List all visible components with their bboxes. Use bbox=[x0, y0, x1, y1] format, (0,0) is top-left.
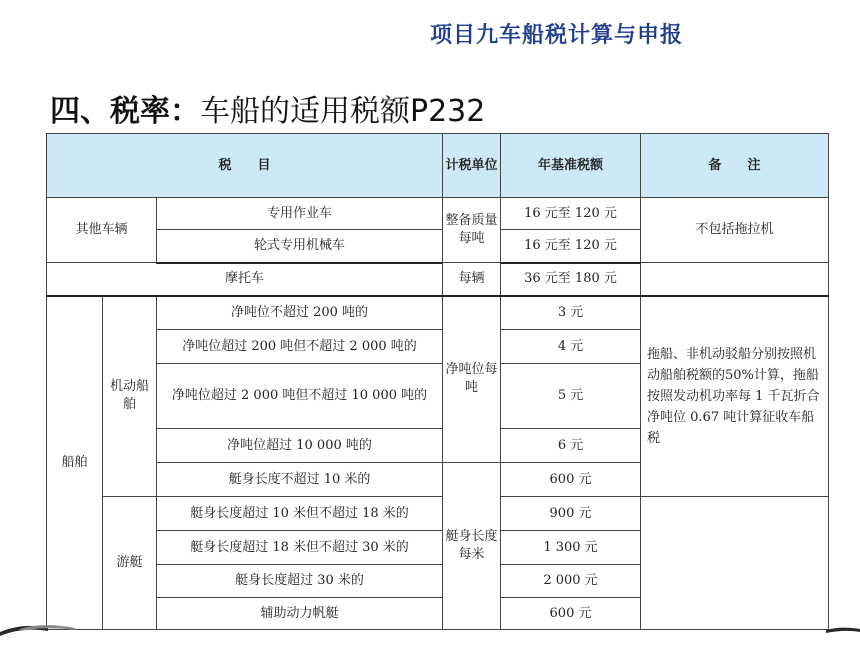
table-header-row bbox=[47, 134, 829, 198]
header-unit: 计税单位 bbox=[443, 134, 501, 198]
item-amount: 4 元 bbox=[501, 330, 641, 364]
item-amount: 5 元 bbox=[501, 364, 641, 429]
motorcycle-unit: 每辆 bbox=[443, 263, 501, 296]
item-name: 净吨位不超过 200 吨的 bbox=[157, 296, 443, 330]
motor-ships-unit: 净吨位每吨 bbox=[443, 296, 501, 463]
motorcycle-amount: 36 元至 180 元 bbox=[501, 263, 641, 296]
item-name: 净吨位超过 200 吨但不超过 2 000 吨的 bbox=[157, 330, 443, 364]
table-row bbox=[47, 198, 829, 230]
table-row bbox=[47, 296, 829, 330]
item-name: 艇身长度超过 10 米但不超过 18 米的 bbox=[157, 497, 443, 531]
ships-label: 船舶 bbox=[47, 296, 103, 630]
item-amount: 900 元 bbox=[501, 497, 641, 531]
motorcycle-label: 摩托车 bbox=[47, 263, 443, 296]
motorcycle-note bbox=[641, 263, 829, 296]
item-name: 轮式专用机械车 bbox=[157, 230, 443, 263]
item-amount: 600 元 bbox=[501, 463, 641, 497]
yacht-note bbox=[641, 497, 829, 630]
item-amount: 1 300 元 bbox=[501, 531, 641, 565]
item-name: 专用作业车 bbox=[157, 198, 443, 230]
other-vehicles-unit: 整备质量每吨 bbox=[443, 198, 501, 263]
other-vehicles-label: 其他车辆 bbox=[47, 198, 157, 263]
item-name: 艇身长度超过 30 米的 bbox=[157, 565, 443, 598]
tax-rate-table-wrapper bbox=[46, 133, 828, 643]
header-amount: 年基准税额 bbox=[501, 134, 641, 198]
item-amount: 16 元至 120 元 bbox=[501, 230, 641, 263]
item-name: 净吨位超过 10 000 吨的 bbox=[157, 429, 443, 463]
table-row bbox=[47, 497, 829, 531]
item-amount: 16 元至 120 元 bbox=[501, 198, 641, 230]
item-amount: 3 元 bbox=[501, 296, 641, 330]
table-row bbox=[47, 263, 829, 296]
motor-ships-note: 拖船、非机动驳船分别按照机动船舶税额的50%计算，拖船按照发动机功率每 1 千瓦折合净吨位 0.67 吨计算征收车船税 bbox=[641, 296, 829, 497]
header-note: 备 注 bbox=[641, 134, 829, 198]
slide-title-prefix: 四、税率： bbox=[50, 94, 200, 129]
item-name: 艇身长度超过 18 米但不超过 30 米的 bbox=[157, 531, 443, 565]
header-item: 税 目 bbox=[47, 134, 443, 198]
item-amount: 6 元 bbox=[501, 429, 641, 463]
decorative-wave-left-icon bbox=[0, 618, 80, 638]
other-vehicles-note: 不包括拖拉机 bbox=[641, 198, 829, 263]
motor-ships-label: 机动船舶 bbox=[103, 296, 157, 497]
yacht-unit: 艇身长度每米 bbox=[443, 463, 501, 630]
item-amount: 600 元 bbox=[501, 598, 641, 630]
item-name: 辅助动力帆艇 bbox=[157, 598, 443, 630]
header-title: 项目九车船税计算与申报 bbox=[430, 23, 684, 48]
item-name: 净吨位超过 2 000 吨但不超过 10 000 吨的 bbox=[157, 364, 443, 429]
slide-title-rest: 车船的适用税额P232 bbox=[200, 94, 486, 129]
yacht-label: 游艇 bbox=[103, 497, 157, 630]
item-name: 艇身长度不超过 10 米的 bbox=[157, 463, 443, 497]
decorative-wave-right-icon bbox=[826, 624, 860, 636]
slide-title bbox=[50, 86, 485, 130]
tax-rate-table bbox=[46, 133, 829, 630]
item-amount: 2 000 元 bbox=[501, 565, 641, 598]
